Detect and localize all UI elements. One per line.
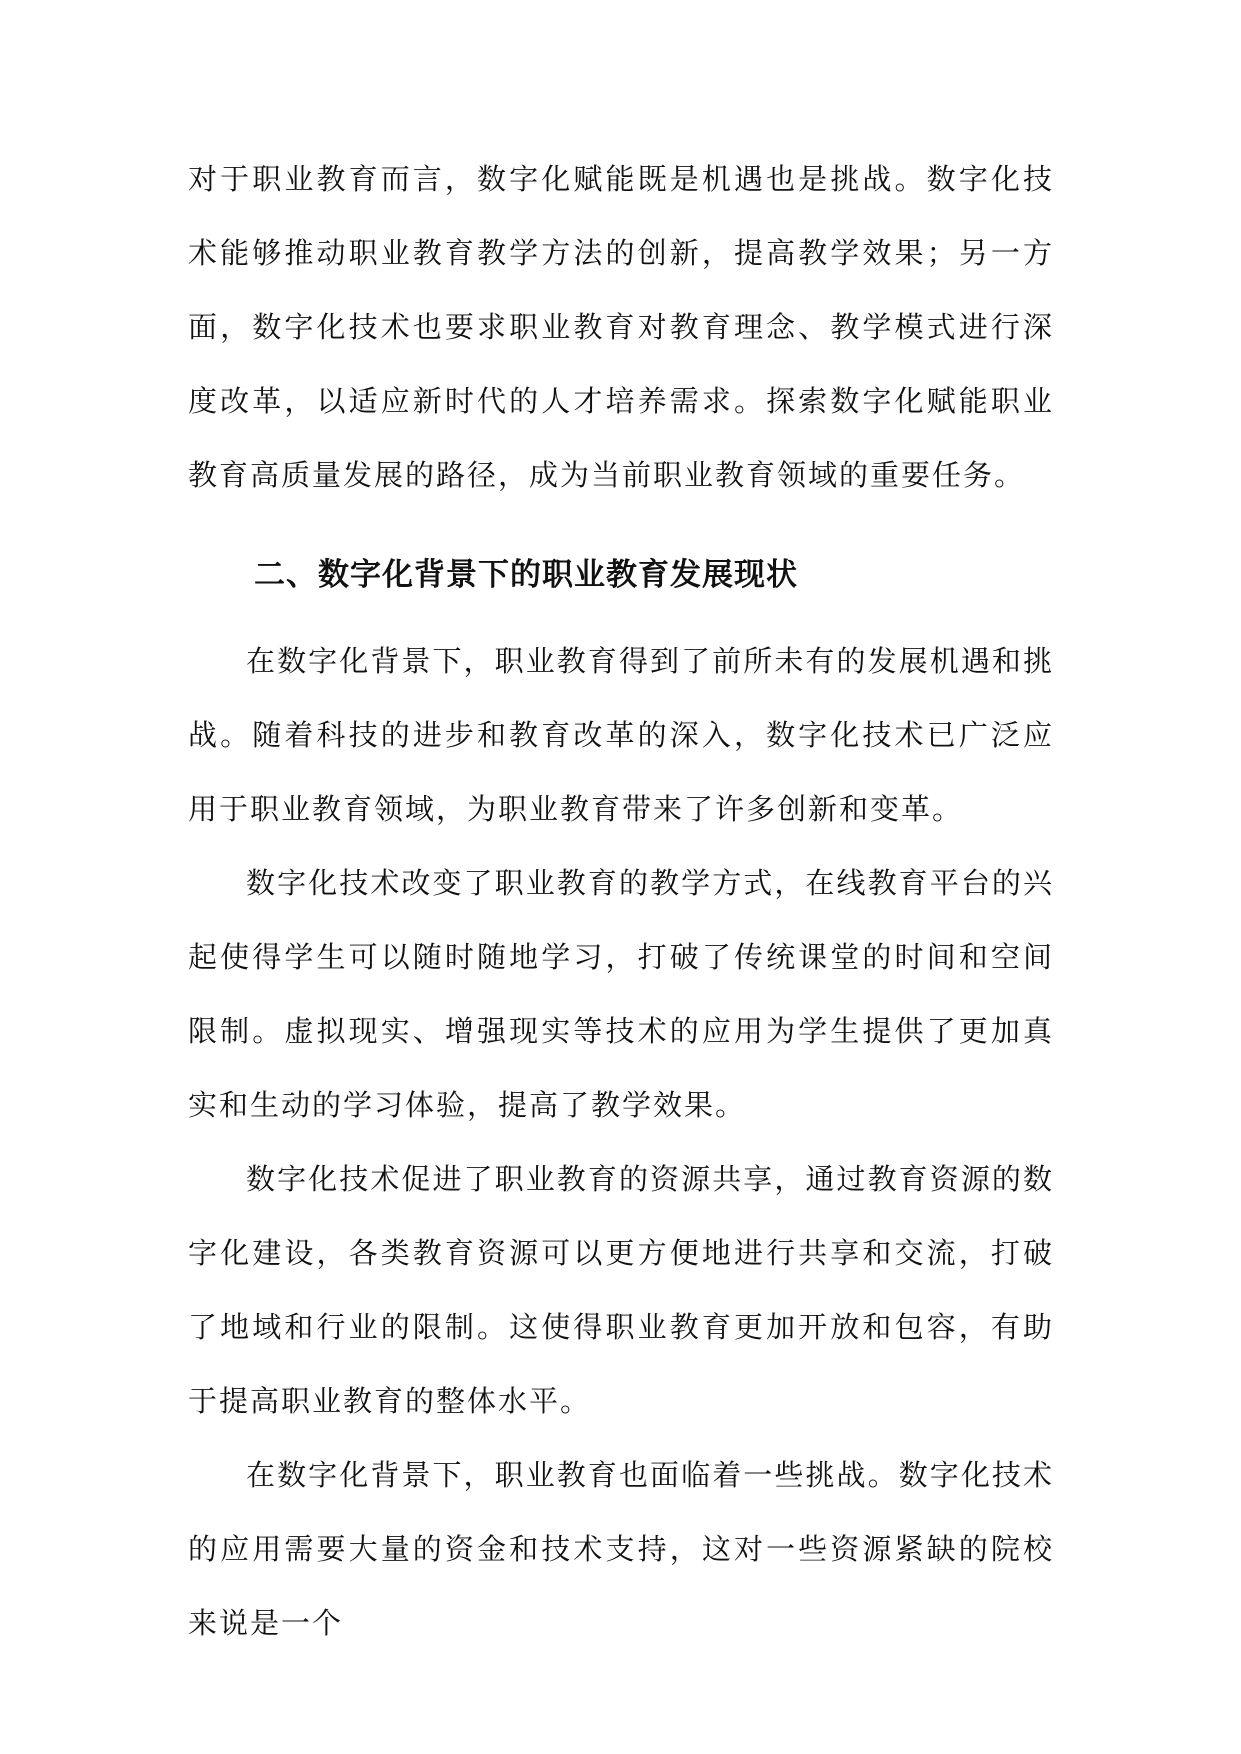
body-paragraph-3: 数字化技术促进了职业教育的资源共享，通过教育资源的数字化建设，各类教育资源可以更方便地进行共享和交流，打破了地域和行业的限制。这使得职业教育更加开放和包容，有助于提高职业教育的整体水平。 [188,1162,1054,1418]
body-paragraph-4: 在数字化背景下，职业教育也面临着一些挑战。数字化技术的应用需要大量的资金和技术支持，这对一些资源紧缺的院校来说是一个 [188,1458,1054,1640]
document-body [188,142,1054,1660]
body-paragraph-1: 在数字化背景下，职业教育得到了前所未有的发展机遇和挑战。随着科技的进步和教育改革的深入，数字化技术已广泛应用于职业教育领域，为职业教育带来了许多创新和变革。 [188,644,1054,826]
body-paragraph-2: 数字化技术改变了职业教育的教学方式，在线教育平台的兴起使得学生可以随时随地学习，打破了传统课堂的时间和空间限制。虚拟现实、增强现实等技术的应用为学生提供了更加真实和生动的学习体验，提高了教学效果。 [188,866,1054,1122]
intro-paragraph: 对于职业教育而言，数字化赋能既是机遇也是挑战。数字化技术能够推动职业教育教学方法的创新，提高教学效果；另一方面，数字化技术也要求职业教育对教育理念、教学模式进行深度改革，以适应新时代的人才培养需求。探索数字化赋能职业教育高质量发展的路径，成为当前职业教育领域的重要任务。 [188,162,1054,492]
section-heading: 二、数字化背景下的职业教育发展现状 [254,557,798,593]
